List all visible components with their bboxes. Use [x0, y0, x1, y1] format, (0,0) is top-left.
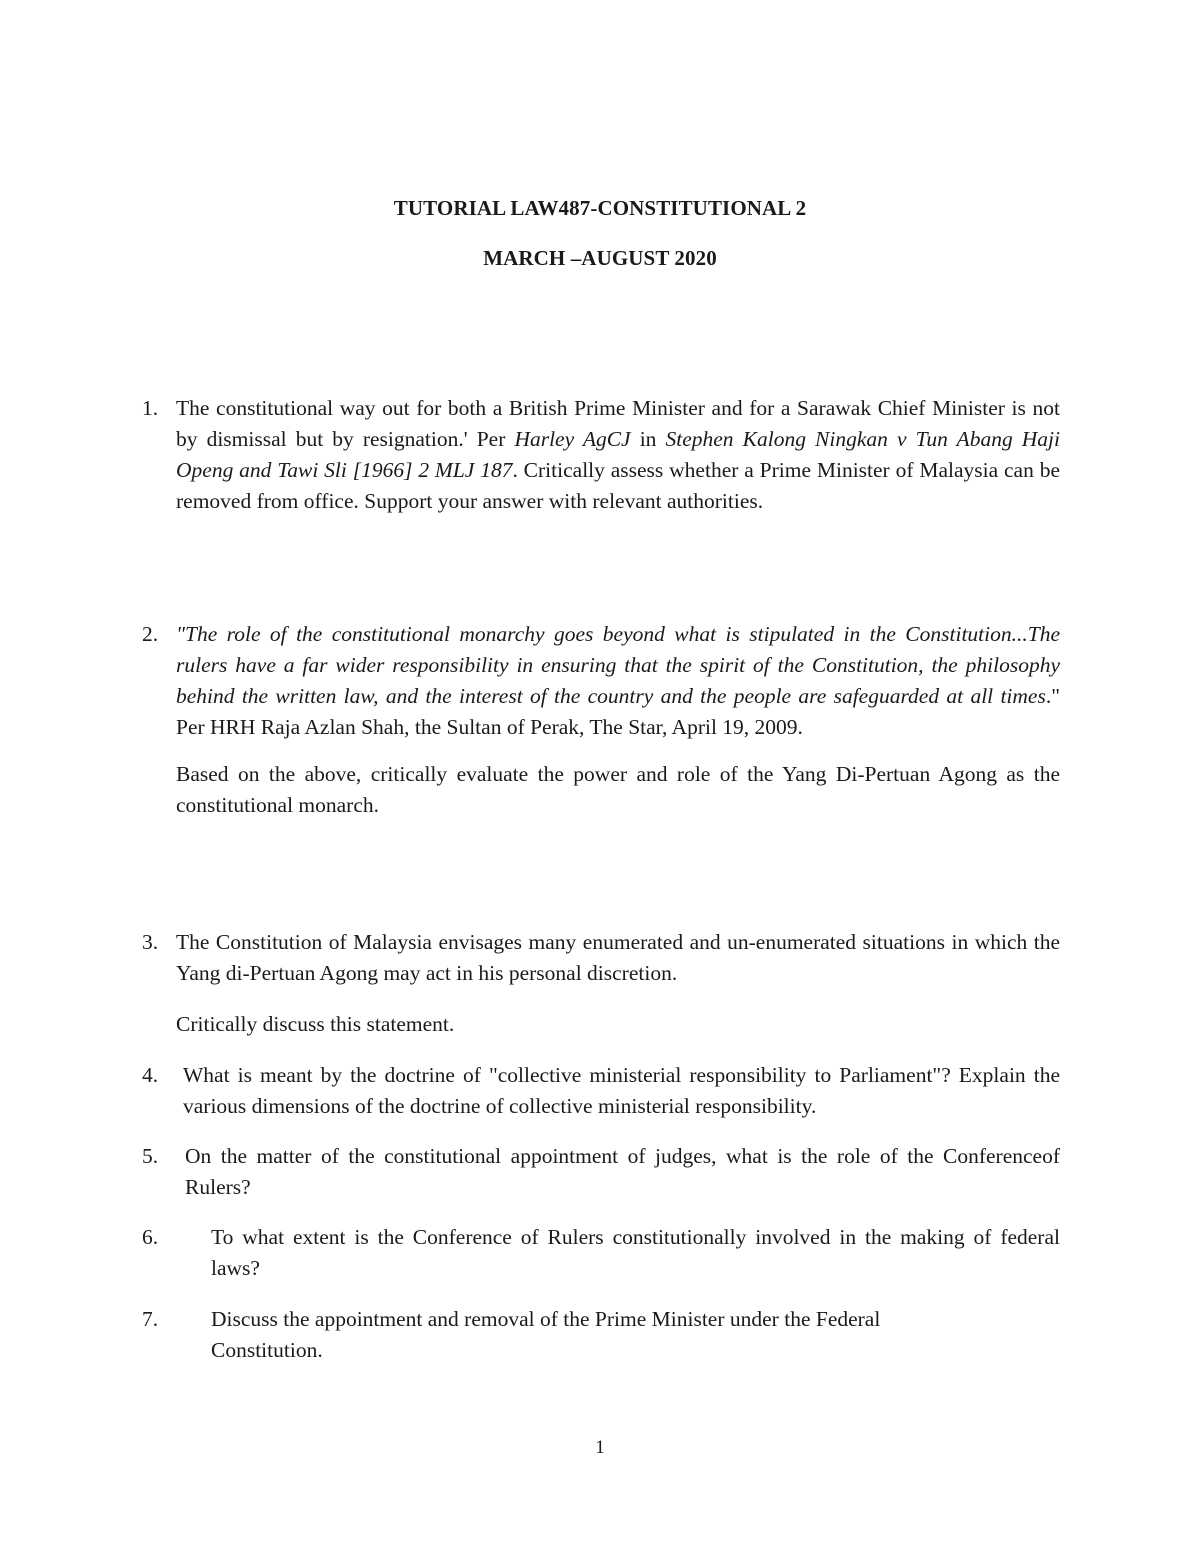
question-text	[176, 393, 1060, 517]
page-number: 1	[595, 1437, 605, 1458]
question-number: 4.	[142, 1063, 159, 1087]
question-text-segment: . Critically assess whether a Prime Minister of Malaysia can be removed from office. Support your answer with relevant authorities.	[176, 458, 1060, 513]
question-text: On the matter of the constitutional appointment of judges, what is the role of the Conferenceof Rulers?	[185, 1144, 1060, 1199]
question-text	[176, 927, 1060, 1040]
quotation-attribution: ." Per HRH Raja Azlan Shah, the Sultan of Perak, The Star, April 19, 2009.	[176, 684, 1060, 739]
judge-name: Harley AgCJ	[514, 427, 631, 451]
question-text-segment: in	[630, 427, 666, 451]
question-text-segment: The constitutional way out for both a British Prime Minister and for a Sarawak Chief Minister is not by dismissal but by resignation.' Per	[176, 396, 1060, 451]
document-subtitle: MARCH –AUGUST 2020	[483, 246, 717, 270]
case-citation: Stephen Kalong Ningkan v Tun Abang Haji Openg and Tawi Sli [1966] 2 MLJ 187	[176, 427, 1060, 482]
question-number: 7.	[142, 1307, 159, 1331]
question-number: 2.	[142, 622, 159, 646]
question-number: 5.	[142, 1144, 159, 1168]
question-text: To what extent is the Conference of Rulers constitutionally involved in the making of federal laws?	[211, 1225, 1060, 1280]
quotation: "The role of the constitutional monarchy goes beyond what is stipulated in the Constitution...The rulers have a far wider responsibility in ensuring that the spirit of the Constitution, the philosophy behind the written law, and the interest of the country and the people are safeguarded at all times	[176, 622, 1060, 708]
question-text-paragraph: The Constitution of Malaysia envisages many enumerated and un-enumerated situations in which the Yang di-Pertuan Agong may act in his personal discretion.	[176, 930, 1060, 985]
question-number: 3.	[142, 930, 159, 954]
question-text	[176, 619, 1060, 821]
question-number: 6.	[142, 1225, 159, 1249]
question-number: 1.	[142, 396, 159, 420]
question-text: Discuss the appointment and removal of the Prime Minister under the Federal Constitution.	[211, 1307, 881, 1362]
question-text: What is meant by the doctrine of "collective ministerial responsibility to Parliament"? Explain the various dimensions of the doctrine of collective ministerial responsibility.	[183, 1063, 1060, 1118]
document-title: TUTORIAL LAW487-CONSTITUTIONAL 2	[393, 196, 807, 220]
question-follow-up: Based on the above, critically evaluate the power and role of the Yang Di-Pertuan Agong as the constitutional monarch.	[176, 762, 1060, 817]
question-follow-up: Critically discuss this statement.	[176, 1012, 455, 1036]
